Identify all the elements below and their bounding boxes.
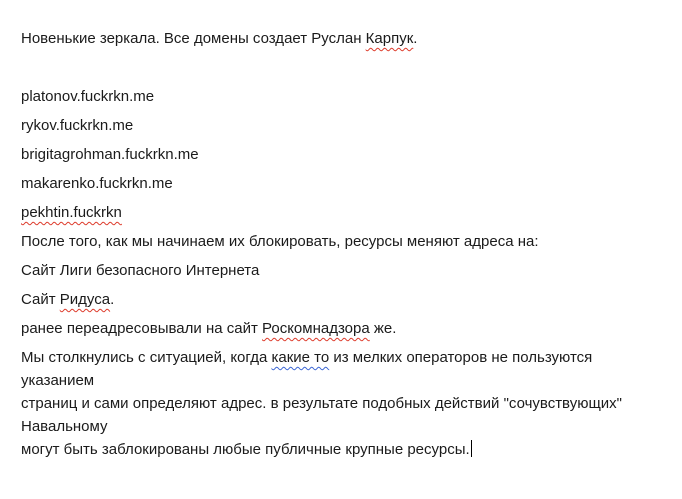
text-line (21, 317, 662, 340)
text-line (21, 143, 662, 166)
paragraph-intro[interactable] (21, 27, 662, 50)
paragraph-domain-makarenko[interactable] (21, 172, 662, 195)
text-run: . (110, 291, 115, 308)
text-run: rykov.fuckrkn.me (21, 117, 134, 134)
text-line (21, 438, 662, 461)
text-line (21, 56, 662, 79)
text-run: Новенькие зеркала. Все домены создает Руслан (21, 30, 366, 47)
paragraph-blank[interactable] (21, 56, 662, 79)
paragraph-domain-rykov[interactable] (21, 114, 662, 137)
text-run: makarenko.fuckrkn.me (21, 175, 173, 192)
text-run: platonov.fuckrkn.me (21, 88, 155, 105)
text-run: brigitagrohman.fuckrkn.me (21, 146, 199, 163)
paragraph-redirect-note[interactable] (21, 317, 662, 340)
paragraph-domain-pekhtin[interactable] (21, 201, 662, 224)
text-run: После того, как мы начинаем их блокировать, ресурсы меняют адреса на: (21, 233, 539, 250)
text-line (21, 172, 662, 195)
paragraph-domain-brigitagrohman[interactable] (21, 143, 662, 166)
text-run: страниц и сами определяют адрес. в результате подобных действий "сочувствующих" Навальному (21, 395, 627, 435)
text-line (21, 27, 662, 50)
grammar-flagged-text: какие то (271, 349, 330, 366)
paragraph-closing[interactable] (21, 346, 662, 461)
text-line (21, 288, 662, 311)
text-line (21, 346, 662, 392)
text-line (21, 114, 662, 137)
text-run: Сайт Лиги безопасного Интернета (21, 262, 260, 279)
text-run: Мы столкнулись с ситуацией, когда (21, 349, 272, 366)
spelling-flagged-text: Карпук (365, 30, 414, 47)
paragraph-blocking-note[interactable] (21, 230, 662, 253)
text-line (21, 85, 662, 108)
paragraph-site-ridus[interactable] (21, 288, 662, 311)
text-run: же. (369, 320, 397, 337)
text-line (21, 392, 662, 438)
spelling-flagged-text: Роскомнадзора (262, 320, 370, 337)
text-run: могут быть заблокированы любые публичные крупные ресурсы. (21, 441, 470, 458)
text-run: ранее переадресовывали на сайт (21, 320, 263, 337)
spelling-flagged-text: Ридуса (59, 291, 111, 308)
text-line (21, 201, 662, 224)
paragraph-site-liga[interactable] (21, 259, 662, 282)
text-run: . (413, 30, 418, 47)
spelling-flagged-text: pekhtin.fuckrkn (21, 204, 122, 221)
text-run: Сайт (21, 291, 60, 308)
text-cursor (471, 440, 473, 457)
text-run: из мелких операторов не пользуются указанием (21, 349, 597, 389)
text-line (21, 259, 662, 282)
text-line (21, 230, 662, 253)
paragraph-domain-platonov[interactable] (21, 85, 662, 108)
